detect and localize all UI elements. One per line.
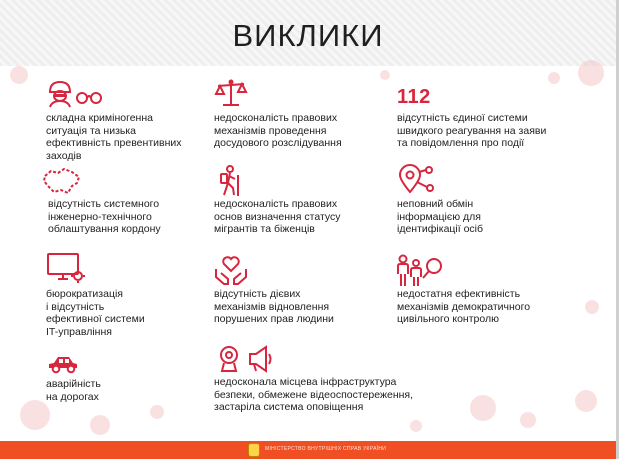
footer-text: МІНІСТЕРСТВО ВНУТРІШНІХ СПРАВ УКРАЇНИ — [265, 446, 387, 452]
people-magnifier-icon — [396, 254, 448, 288]
item-label: відсутність дієвих механізмів відновлення порушених прав людини — [214, 288, 334, 325]
border-map-icon — [42, 166, 82, 196]
car-icon — [47, 354, 79, 374]
decor-bubble — [470, 395, 496, 421]
computer-gear-icon — [46, 252, 86, 284]
decor-bubble — [520, 412, 536, 428]
migrant-hiker-icon — [216, 165, 244, 197]
item-label: аварійність на дорогах — [46, 378, 101, 403]
criminal-handcuffs-icon — [46, 80, 104, 108]
location-network-icon — [396, 164, 436, 196]
decor-bubble — [10, 66, 28, 84]
page-title: ВИКЛИКИ — [232, 18, 384, 53]
item-label: недостатня ефективність механізмів демократичного цивільного контролю — [397, 288, 531, 325]
item-label: неповний обмін інформацією для ідентифікації осіб — [397, 198, 484, 235]
item-label: бюрократизація і відсутність ефективної системи IT-управління — [46, 288, 145, 338]
decor-bubble — [380, 70, 390, 80]
decor-bubble — [548, 72, 560, 84]
item-label: відсутність системного інженерно-технічного облаштування кордону — [48, 198, 161, 235]
decor-bubble — [90, 415, 110, 435]
decor-bubble — [578, 60, 604, 86]
scales-icon — [214, 78, 248, 108]
item-label: відсутність єдиної системи швидкого реагування на заяви та повідомлення про події — [397, 112, 547, 149]
item-label: недосконалість правових механізмів проведення досудового розслідування — [214, 112, 342, 149]
camera-megaphone-icon — [218, 344, 276, 374]
item-label: недосконала місцева інфраструктура безпеки, обмежене відеоспостереження, застаріла система оповіщення — [214, 376, 414, 413]
decor-bubble — [575, 390, 597, 412]
decor-bubble — [20, 400, 50, 430]
heart-hands-icon — [214, 255, 248, 287]
decor-bubble — [410, 420, 422, 432]
trident-emblem-icon — [248, 443, 260, 457]
item-label: складна криміногенна ситуація та низька ефективність превентивних заходів — [46, 112, 182, 162]
number-112-icon: 112 — [397, 86, 431, 108]
decor-bubble — [585, 300, 599, 314]
decor-bubble — [150, 405, 164, 419]
item-label: недосконалість правових основ визначення статусу мігрантів та біженців — [214, 198, 341, 235]
